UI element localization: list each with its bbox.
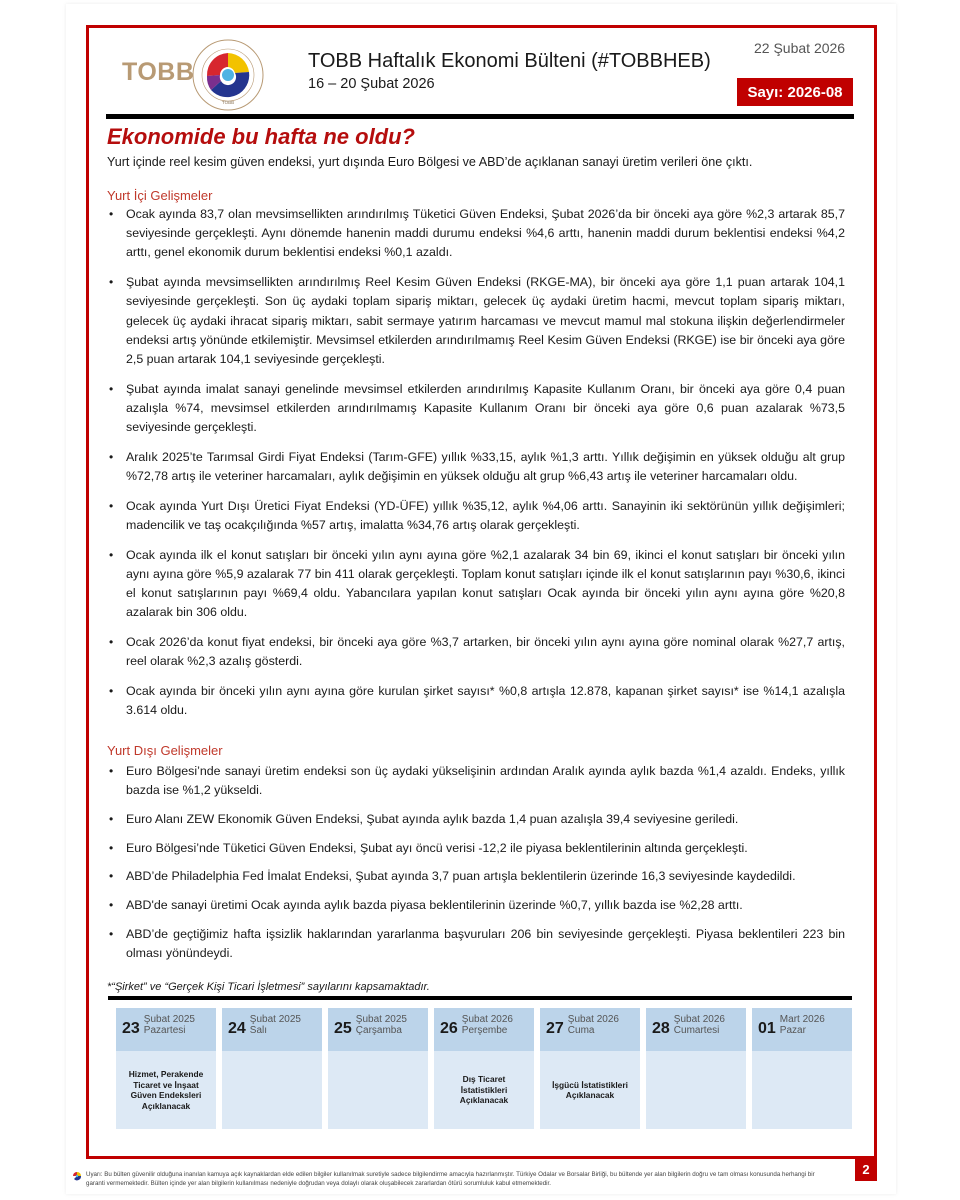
day-weekday: Çarşamba [355,1025,402,1036]
day-month: Şubat 2026 [461,1014,513,1025]
day-event: Dış Ticaret İstatistikleri Açıklanacak [434,1051,534,1129]
day-weekday: Salı [249,1025,268,1036]
list-item: • Euro Alanı ZEW Ekonomik Güven Endeksi, Şubat ayında aylık bazda 1,4 puan azalışla 39,4 seviyesine geriledi. [107,810,845,829]
list-item: • Şubat ayında mevsimsellikten arındırılmış Reel Kesim Güven Endeksi (RKGE-MA), bir önceki aya göre 1,1 puan artarak 104,1 seviyesinde gerçekleşti. Son üç aydaki toplam sipariş miktarı, gelecek üç aydaki üretim hacmi, mevcut toplam sipariş miktarı, gelecek üç aydaki ihracat sipariş miktarı, sabit sermaye yatırım harcaması ve mevcut mamul mal stokuna ilişkin değerlendirmeler endeksi artış yönünde etkilemiştir. Mevsimsel etkilerden arındırılmamış Reel Kesim Güven Endeksi (RKGE) ise bir önceki aya göre 2,5 puan artarak 104,1 seviyesinde gerçekleşti. [107,273,845,369]
footer-divider [108,996,852,1000]
list-item: • ABD’de geçtiğimiz hafta işsizlik haklarından yararlanma başvuruları 206 bin seviyesinde gerçekleşti. Piyasa beklentileri 223 bin olması yönündeydi. [107,925,845,963]
list-item: • Ocak ayında 83,7 olan mevsimsellikten arındırılmış Tüketici Güven Endeksi, Şubat 2026’da bir önceki aya göre %2,3 artarak 85,7 seviyesinde gerçekleşti. Aynı dönemde hanenin maddi durumu endeksi %4,6 arttı, hanenin maddi durum beklentisi endeksi %4,2 arttı, genel ekonomik durum beklentisi endeksi %0,1 azaldı. [107,205,845,263]
list-item: • Aralık 2025’te Tarımsal Girdi Fiyat Endeksi (Tarım-GFE) yıllık %33,15, aylık %1,3 arttı. Yıllık değişimin en yüksek olduğu alt grup %72,78 artış ile veteriner harcamaları, aylık değişimin en yüksek olduğu alt grup %6,43 artış ile veteriner harcamaları oldu. [107,448,845,486]
day-number: 24 [228,1020,246,1037]
weekly-calendar [116,1008,852,1129]
day-month: Şubat 2026 [673,1014,725,1025]
calendar-day [434,1008,534,1129]
day-number: 27 [546,1020,564,1037]
date-range: 16 – 20 Şubat 2026 [308,76,435,92]
day-month: Şubat 2026 [567,1014,619,1025]
list-item: • Ocak ayında Yurt Dışı Üretici Fiyat Endeksi (YD-ÜFE) yıllık %35,12, aylık %4,06 arttı. Sanayinin iki sektörünün yıllık değişimleri; madencilik ve taş ocakçılığında %57 artış, imalatta %34,76 artış olarak gerçekleşti. [107,497,845,535]
list-item: • Ocak ayında bir önceki yılın aynı ayına göre kurulan şirket sayısı* %0,8 artışla 12.878, kapanan şirket sayısı* ise %14,1 azalışla 3.614 oldu. [107,682,845,720]
day-number: 25 [334,1020,352,1037]
list-item: • Ocak 2026’da konut fiyat endeksi, bir önceki aya göre %3,7 artarken, bir önceki yılın aynı ayına göre nominal olarak %27,7 artış, reel olarak %2,3 azalış gösterdi. [107,633,845,671]
list-item: • Ocak ayında ilk el konut satışları bir önceki yılın aynı ayına göre %2,1 azalarak 34 bin 69, ikinci el konut satışları bir önceki yılın aynı ayına göre %5,9 azalarak 77 bin 411 olarak gerçekleşti. Toplam konut satışları içinde ilk el konut satışlarının payı %30,6, ikinci el konut satışlarının payı %69,4 oldu. Yabancılara yapılan konut satışları Ocak ayında bir önceki yılın aynı ayına göre %20,8 azalarak bin 306 oldu. [107,546,845,623]
page-number: 2 [855,1158,877,1181]
publish-date: 22 Şubat 2026 [754,40,846,56]
calendar-day [646,1008,746,1129]
lead-paragraph: Yurt içinde reel kesim güven endeksi, yurt dışında Euro Bölgesi ve ABD’de açıklanan sanayi üretim verileri öne çıktı. [107,155,753,169]
day-event [328,1051,428,1129]
calendar-day [328,1008,428,1129]
day-weekday: Cumartesi [673,1025,720,1036]
issue-badge: Sayı: 2026-08 [737,78,853,106]
day-event [752,1051,852,1129]
tobb-mini-logo-icon [72,1171,82,1181]
day-weekday: Pazar [779,1025,806,1036]
list-item: • Euro Bölgesi’nde Tüketici Güven Endeksi, Şubat ayı öncü verisi -12,2 ile piyasa beklentilerinin altında gerçekleşti. [107,839,845,858]
tobb-logo-text: TOBB [122,58,195,86]
calendar-day [116,1008,216,1129]
day-month: Şubat 2025 [143,1014,195,1025]
day-number: 23 [122,1020,140,1037]
day-weekday: Pazartesi [143,1025,186,1036]
day-weekday: Perşembe [461,1025,508,1036]
list-item: • Şubat ayında imalat sanayi genelinde mevsimsel etkilerden arındırılmış Kapasite Kullanım Oranı, bir önceki aya göre 0,4 puan azalışla %74, mevsimsel etkilerden arındırılmamış Kapasite Kullanım Oranı bir önceki aya göre 0,6 puan azalarak %73,5 seviyesinde gerçekleşti. [107,380,845,438]
footnote: *“Şirket” ve “Gerçek Kişi Ticari İşletmesi” sayılarını kapsamaktadır. [107,981,430,993]
header-divider [106,114,854,119]
domestic-heading: Yurt İçi Gelişmeler [107,188,213,203]
day-weekday: Cuma [567,1025,595,1036]
day-event: İşgücü İstatistikleri Açıklanacak [540,1051,640,1129]
domestic-list [107,205,845,731]
section-heading: Ekonomide bu hafta ne oldu? [107,124,415,149]
day-number: 26 [440,1020,458,1037]
day-event [222,1051,322,1129]
calendar-day [222,1008,322,1129]
tobb-emblem-icon [191,38,265,112]
bulletin-title: TOBB Haftalık Ekonomi Bülteni (#TOBBHEB) [308,50,711,72]
calendar-day [752,1008,852,1129]
day-month: Mart 2026 [779,1014,825,1025]
disclaimer: Uyarı: Bu bülten güvenilir olduğuna inanılan kamuya açık kaynaklardan elde edilen bilgiler kullanılmak suretiyle sadece bilgilendirme amacıyla hazırlanmıştır. Türkiye Odalar ve Borsalar Birliği, bu bültende yer alan bilgilerin doğru ve tam olması konusunda herhangi bir garanti vermemektedir. Bülten içinde yer alan bilgilerin kullanılması nedeniyle doğrudan veya dolaylı olarak oluşabilecek zararlardan ötürü sorumluluk kabul etmemektedir. [86,1171,815,1187]
day-number: 28 [652,1020,670,1037]
calendar-day [540,1008,640,1129]
list-item: • ABD'de sanayi üretimi Ocak ayında aylık bazda piyasa beklentilerinin üzerinde %0,7, yıllık bazda ise %2,28 arttı. [107,896,845,915]
day-month: Şubat 2025 [249,1014,301,1025]
day-event: Hizmet, Perakende Ticaret ve İnşaat Güven Endeksleri Açıklanacak [116,1051,216,1129]
list-item: • ABD’de Philadelphia Fed İmalat Endeksi, Şubat ayında 3,7 puan artışla beklentilerin üzerinde 16,3 seviyesinde kaydedildi. [107,867,845,886]
day-event [646,1051,746,1129]
day-number: 01 [758,1020,776,1037]
list-item: • Euro Bölgesi’nde sanayi üretim endeksi son üç aydaki yükselişinin ardından Aralık ayında aylık bazda %1,4 azaldı. Endeks, yıllık bazda ise %1,2 yükseldi. [107,762,845,800]
foreign-list [107,762,845,973]
day-month: Şubat 2025 [355,1014,407,1025]
foreign-heading: Yurt Dışı Gelişmeler [107,743,223,758]
svg-text:TOBB: TOBB [221,100,235,105]
